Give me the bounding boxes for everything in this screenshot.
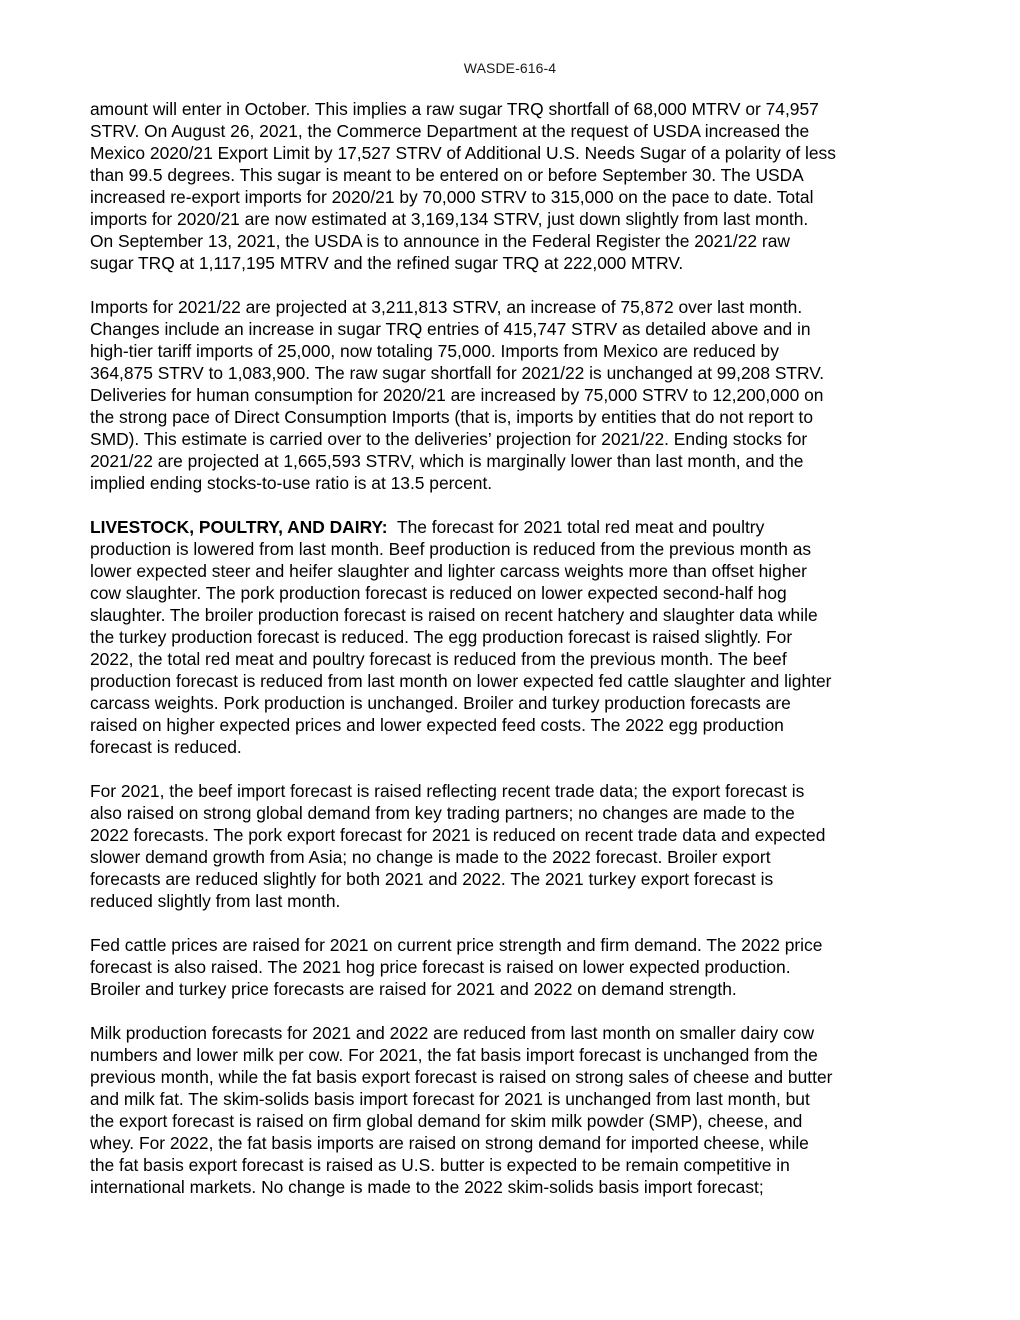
text-line: sugar TRQ at 1,117,195 MTRV and the refined sugar TRQ at 222,000 MTRV. xyxy=(90,253,684,273)
text-line: production forecast is reduced from last month on lower expected fed cattle slaughter and lighter xyxy=(90,671,832,691)
text-line: imports for 2020/21 are now estimated at 3,169,134 STRV, just down slightly from last month. xyxy=(90,209,809,229)
text-line: Broiler and turkey price forecasts are raised for 2021 and 2022 on demand strength. xyxy=(90,979,737,999)
text-line: 2022, the total red meat and poultry forecast is reduced from the previous month. The beef xyxy=(90,649,787,669)
text-line xyxy=(90,516,950,538)
text-line: the strong pace of Direct Consumption Imports (that is, imports by entities that do not report to xyxy=(90,407,814,427)
text-line: implied ending stocks-to-use ratio is at 13.5 percent. xyxy=(90,473,493,493)
text-line: than 99.5 degrees. This sugar is meant to be entered on or before September 30. The USDA xyxy=(90,165,804,185)
text-line: raised on higher expected prices and lower expected feed costs. The 2022 egg production xyxy=(90,715,784,735)
text-line: forecast is reduced. xyxy=(90,737,242,757)
text-line: slaughter. The broiler production forecast is raised on recent hatchery and slaughter data while xyxy=(90,605,818,625)
text-line: also raised on strong global demand from key trading partners; no changes are made to the xyxy=(90,803,795,823)
text-line: forecasts are reduced slightly for both 2021 and 2022. The 2021 turkey export forecast is xyxy=(90,869,774,889)
text-line: cow slaughter. The pork production forecast is reduced on lower expected second-half hog xyxy=(90,583,787,603)
text-line: 2022 forecasts. The pork export forecast for 2021 is reduced on recent trade data and expected xyxy=(90,825,826,845)
text-line: Imports for 2021/22 are projected at 3,211,813 STRV, an increase of 75,872 over last month. xyxy=(90,297,803,317)
text-line: 364,875 STRV to 1,083,900. The raw sugar shortfall for 2021/22 is unchanged at 99,208 STRV. xyxy=(90,363,825,383)
text-line: Milk production forecasts for 2021 and 2022 are reduced from last month on smaller dairy cow xyxy=(90,1023,815,1043)
text-line: international markets. No change is made to the 2022 skim-solids basis import forecast; xyxy=(90,1177,764,1197)
text-line: increased re-export imports for 2020/21 by 70,000 STRV to 315,000 on the pace to date. Total xyxy=(90,187,814,207)
text-line: carcass weights. Pork production is unchanged. Broiler and turkey production forecasts are xyxy=(90,693,791,713)
text-line: slower demand growth from Asia; no change is made to the 2022 forecast. Broiler export xyxy=(90,847,771,867)
text-line: lower expected steer and heifer slaughter and lighter carcass weights more than offset higher xyxy=(90,561,807,581)
text-line: For 2021, the beef import forecast is raised reflecting recent trade data; the export forecast is xyxy=(90,781,805,801)
text-line: whey. For 2022, the fat basis imports are raised on strong demand for imported cheese, while xyxy=(90,1133,809,1153)
text-line: SMD). This estimate is carried over to the deliveries’ projection for 2021/22. Ending stocks for xyxy=(90,429,808,449)
text-line: Changes include an increase in sugar TRQ entries of 415,747 STRV as detailed above and in xyxy=(90,319,811,339)
paragraph-sugar-imports-2021-22 xyxy=(90,296,950,494)
text-line: STRV. On August 26, 2021, the Commerce Department at the request of USDA increased the xyxy=(90,121,810,141)
section-heading: LIVESTOCK, POULTRY, AND DAIRY: xyxy=(90,517,388,537)
text-line: forecast is also raised. The 2021 hog price forecast is raised on lower expected production. xyxy=(90,957,791,977)
paragraph-livestock-poultry-dairy xyxy=(90,516,950,758)
text-line: Deliveries for human consumption for 2020/21 are increased by 75,000 STRV to 12,200,000 on xyxy=(90,385,824,405)
paragraph-price-forecasts xyxy=(90,934,950,1000)
paragraph-milk-production xyxy=(90,1022,950,1198)
text-line: the fat basis export forecast is raised as U.S. butter is expected to be remain competitive in xyxy=(90,1155,790,1175)
paragraph-sugar-imports-2020-21 xyxy=(90,98,950,274)
text-line: reduced slightly from last month. xyxy=(90,891,341,911)
text-line: the turkey production forecast is reduced. The egg production forecast is raised slightly. For xyxy=(90,627,793,647)
text-line: the export forecast is raised on firm global demand for skim milk powder (SMP), cheese, and xyxy=(90,1111,803,1131)
text-line: On September 13, 2021, the USDA is to announce in the Federal Register the 2021/22 raw xyxy=(90,231,790,251)
text-line: and milk fat. The skim-solids basis import forecast for 2021 is unchanged from last month, but xyxy=(90,1089,810,1109)
text-line: Mexico 2020/21 Export Limit by 17,527 STRV of Additional U.S. Needs Sugar of a polarity of less xyxy=(90,143,836,163)
document-body xyxy=(90,98,950,1220)
heading-line-text: The forecast for 2021 total red meat and poultry xyxy=(387,517,765,537)
text-line: numbers and lower milk per cow. For 2021, the fat basis import forecast is unchanged from the xyxy=(90,1045,818,1065)
paragraph-trade-forecasts xyxy=(90,780,950,912)
text-line: high-tier tariff imports of 25,000, now totaling 75,000. Imports from Mexico are reduced by xyxy=(90,341,779,361)
text-line: previous month, while the fat basis export forecast is raised on strong sales of cheese and butter xyxy=(90,1067,833,1087)
page-header-label: WASDE-616-4 xyxy=(463,60,557,76)
text-line: production is lowered from last month. Beef production is reduced from the previous month as xyxy=(90,539,812,559)
text-line: 2021/22 are projected at 1,665,593 STRV, which is marginally lower than last month, and the xyxy=(90,451,804,471)
text-line: Fed cattle prices are raised for 2021 on current price strength and firm demand. The 2022 price xyxy=(90,935,823,955)
text-line: amount will enter in October. This implies a raw sugar TRQ shortfall of 68,000 MTRV or 74,957 xyxy=(90,99,819,119)
